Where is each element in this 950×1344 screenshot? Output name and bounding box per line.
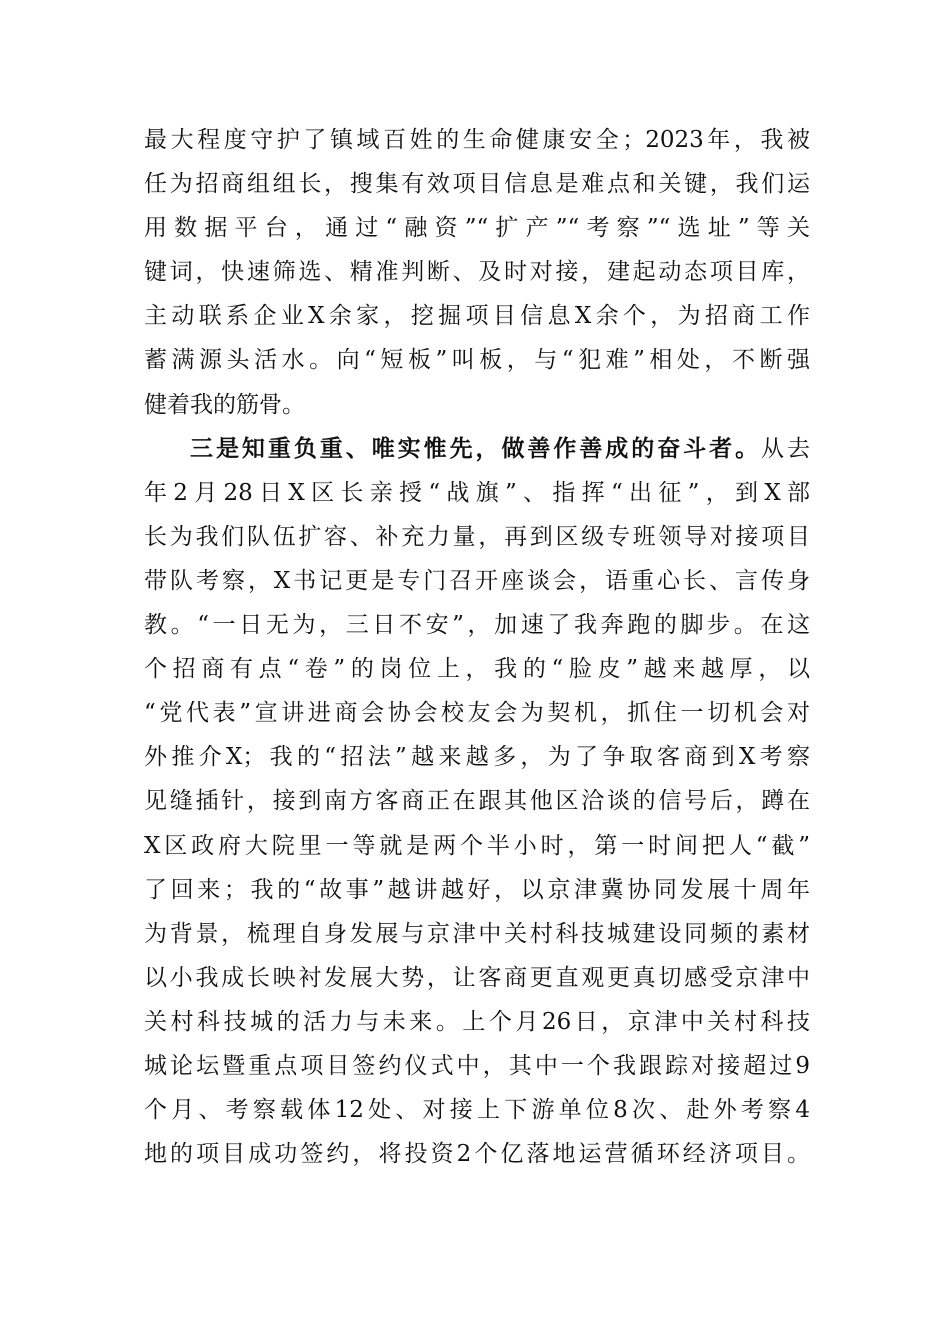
text-line: 教。“一日无为，三日不安”，加速了我奔跑的脚步。在这 bbox=[144, 612, 810, 639]
text-line: 见缝插针，接到南方客商正在跟其他区洽谈的信号后，蹲在 bbox=[144, 788, 810, 815]
text-line: 外推介X；我的“招法”越来越多，为了争取客商到X考察 bbox=[144, 744, 810, 771]
text-line: 地的项目成功签约，将投资2个亿落地运营循环经济项目。 bbox=[144, 1141, 810, 1168]
text-line: 带队考察，X书记更是专门召开座谈会，语重心长、言传身 bbox=[144, 567, 810, 594]
text-line: “党代表”宣讲进商会协会校友会为契机，抓住一切机会对 bbox=[144, 700, 810, 727]
text-line: 以小我成长映衬发展大势，让客商更直观更真切感受京津中 bbox=[144, 964, 810, 991]
text-line: 关村科技城的活力与未来。上个月26日，京津中关村科技 bbox=[144, 1008, 810, 1035]
text-line: 键词，快速筛选、精准判断、及时对接，建起动态项目库， bbox=[144, 259, 810, 286]
text-line: 长为我们队伍扩容、补充力量，再到区级专班领导对接项目 bbox=[144, 523, 810, 550]
body-text bbox=[144, 118, 810, 1176]
text-line: 主动联系企业X余家，挖掘项目信息X余个，为招商工作 bbox=[144, 303, 810, 330]
text-line: 城论坛暨重点项目签约仪式中，其中一个我跟踪对接超过9 bbox=[144, 1052, 810, 1079]
first-line-rest: 从去 bbox=[761, 435, 811, 462]
text-line: 用数据平台，通过“融资”“扩产”“考察”“选址”等关 bbox=[144, 215, 810, 242]
text-line: 年2月28日X区长亲授“战旗”、指挥“出征”，到X部 bbox=[144, 479, 810, 506]
paragraph-lead-heading: 三是知重负重、唯实惟先，做善作善成的奋斗者。 bbox=[190, 434, 762, 462]
text-line: 任为招商组组长，搜集有效项目信息是难点和关键，我们运 bbox=[144, 171, 810, 198]
text-line: 健着我的筋骨。 bbox=[144, 391, 305, 418]
paragraph-2 bbox=[144, 427, 810, 1177]
text-line: 最大程度守护了镇域百姓的生命健康安全；2023年，我被 bbox=[144, 127, 810, 153]
text-line: X区政府大院里一等就是两个半小时，第一时间把人“截” bbox=[144, 832, 810, 859]
paragraph-1 bbox=[144, 118, 810, 427]
text-line: 为背景，梳理自身发展与京津中关村科技城建设同频的素材 bbox=[144, 920, 810, 947]
text-line: 蓄满源头活水。向“短板”叫板，与“犯难”相处，不断强 bbox=[144, 347, 810, 374]
text-line: 个月、考察载体12处、对接上下游单位8次、赴外考察4 bbox=[144, 1097, 810, 1124]
text-line: 了回来；我的“故事”越讲越好，以京津冀协同发展十周年 bbox=[144, 876, 810, 903]
text-line-first bbox=[144, 427, 810, 471]
text-line: 个招商有点“卷”的岗位上，我的“脸皮”越来越厚，以 bbox=[144, 656, 810, 683]
